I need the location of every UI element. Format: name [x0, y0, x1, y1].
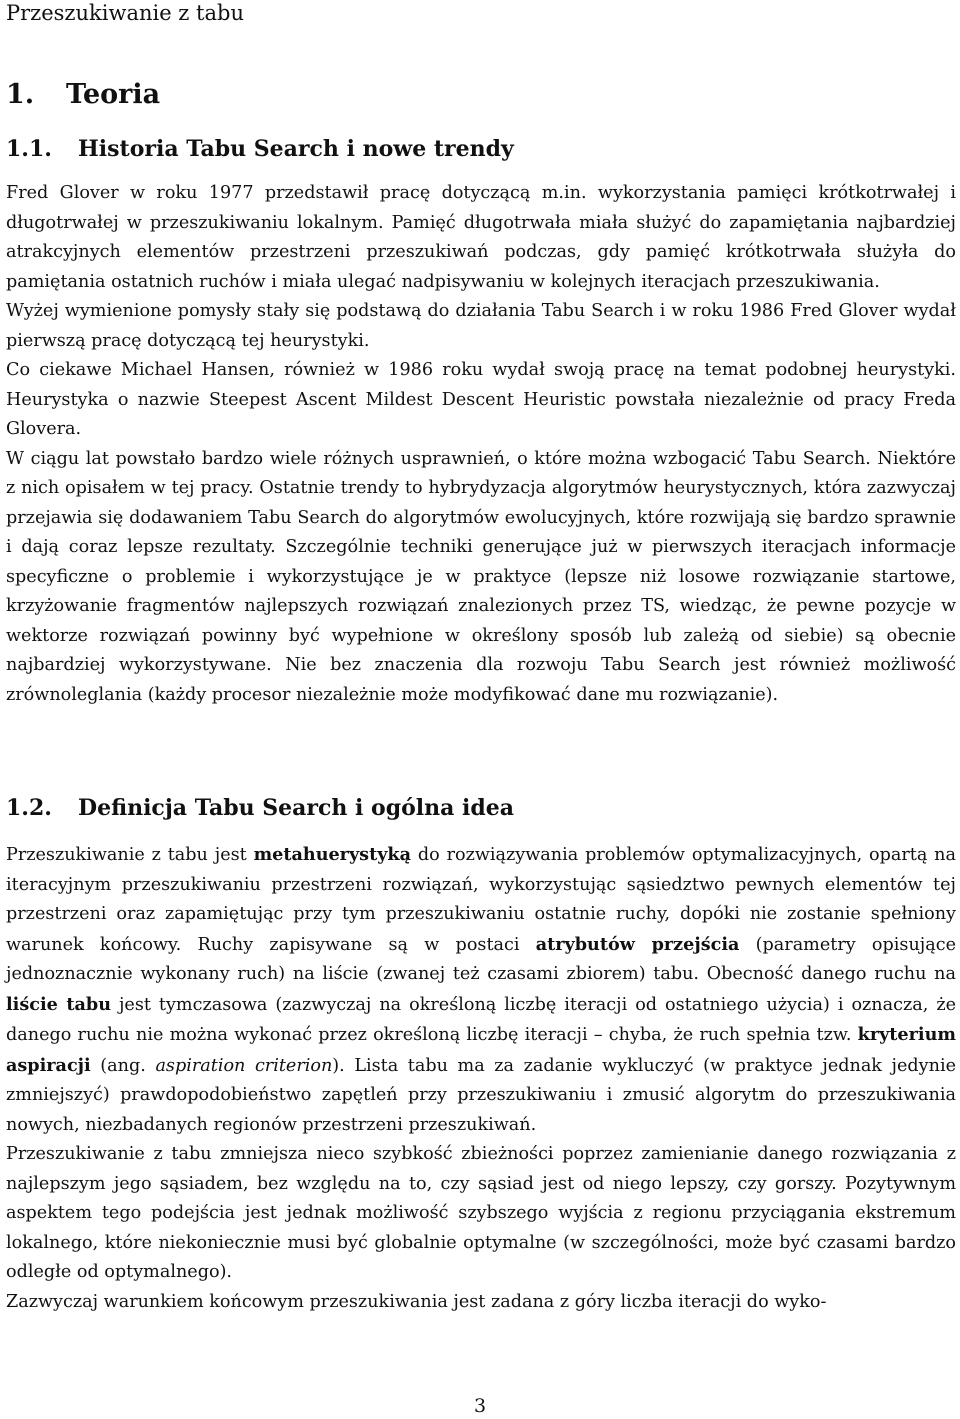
text-run: do rozwiązywania problemów optymalizacyjnych, opartą na iteracyjnym przeszukiwaniu przestrzeni rozwiązań, wykorzystując sąsiedztwo pewnych elementów tej przestrzeni oraz zapamiętując przy tym przeszukiwaniu ostatnie ruchy, dopóki nie zostanie spełniony warunek końcowy. Ruchy zapisywane są w postaci — [6, 845, 956, 955]
paragraph: Wyżej wymienione pomysły stały się podstawą do działania Tabu Search i w roku 1986 Fred Glover wydał pierwszą pracę dotyczącą tej heurystyki. — [6, 301, 956, 351]
paragraph — [6, 840, 956, 1140]
subsection-number: 1.2. — [6, 795, 52, 821]
text-run: (ang. — [90, 1055, 156, 1076]
section-number: 1. — [6, 79, 35, 110]
paragraph: Fred Glover w roku 1977 przedstawił pracę dotyczącą m.in. wykorzystania pamięci krótkotrwałej i długotrwałej w przeszukiwaniu lokalnym. Pamięć długotrwała miała służyć do zapamiętania najbardziej atrakcyjnych elementów przestrzeni przeszukiwań podczas, gdy pamięć krótkotrwała służyła do pamiętania ostatnich ruchów i miała ulegać nadpisywaniu w kolejnych iteracjach przeszukiwania. — [6, 183, 956, 292]
section-heading — [6, 78, 160, 112]
italic-term: aspiration criterion — [155, 1055, 333, 1076]
history-text — [6, 179, 956, 710]
bold-term-transition-attributes: atrybutów przejścia — [535, 933, 740, 955]
subsection-heading-history — [6, 134, 514, 164]
running-title: Przeszukiwanie z tabu — [6, 1, 244, 25]
section-title: Teoria — [66, 79, 161, 110]
subsection-number: 1.1. — [6, 136, 52, 162]
paragraph: W ciągu lat powstało bardzo wiele różnych usprawnień, o które można wzbogacić Tabu Search. Niektóre z nich opisałem w tej pracy. Ostatnie trendy to hybrydyzacja algorytmów heurystycznych, która zazwyczaj przejawia się dodawaniem Tabu Search do algorytmów ewolucyjnych, które rozwijają się bardzo sprawnie i dają coraz lepsze rezultaty. Szczególnie techniki generujące już w pierwszych iteracjach informacje specyficzne o problemie i wykorzystujące je w praktyce (lepsze niż losowe rozwiązanie startowe, krzyżowanie fragmentów najlepszych rozwiązań znalezionych przez TS, wiedząc, że pewne pozycje w wektorze rozwiązań powinny być wypełnione w określony sposób lub zależą od siebie) są obecnie najbardziej wykorzystywane. Nie bez znaczenia dla rozwoju Tabu Search jest również możliwość zrównoleglania (każdy procesor niezależnie może modyfikować dane mu rozwiązanie). — [6, 448, 956, 705]
text-run: ). Lista tabu ma za zadanie wykluczyć (w praktyce jednak jedynie zmniejszyć) prawdopodobieństwo zapętleń przy przeszukiwaniu i zmusić algorytm do przeszukiwania nowych, niezbadanych regionów przestrzeni przeszukiwań. — [6, 1055, 956, 1135]
definition-text — [6, 840, 956, 1317]
text-run: jest tymczasowa (zazwyczaj na określoną liczbę iteracji od ostatniego użycia) i oznacza, że danego ruchu nie można wykonać przez określoną liczbę iteracji – chyba, że ruch spełnia tzw. — [6, 994, 956, 1045]
paragraph: Zazwyczaj warunkiem końcowym przeszukiwania jest zadana z góry liczba iteracji do wyko- — [6, 1291, 827, 1312]
paragraph: Co ciekawe Michael Hansen, również w 1986 roku wydał swoją pracę na temat podobnej heurystyki. Heurystyka o nazwie Steepest Ascent Mildest Descent Heuristic powstała niezależnie od pracy Freda Glovera. — [6, 360, 956, 439]
text-run: Przeszukiwanie z tabu jest — [6, 845, 254, 865]
subsection-title: Definicja Tabu Search i ogólna idea — [78, 795, 515, 821]
bold-term-metaheuristic: metahuerystyką — [253, 844, 412, 865]
subsection-heading-definition — [6, 793, 514, 823]
page-number: 3 — [473, 1395, 487, 1417]
subsection-title: Historia Tabu Search i nowe trendy — [78, 136, 514, 162]
bold-term-aspiration-criterion: kryterium aspiracji — [6, 1024, 956, 1076]
text-run: (parametry opisujące jednoznacznie wykonany ruch) na liście (zwanej też czasami zbiorem) tabu. Obecność danego ruchu na — [6, 934, 956, 984]
paragraph: Przeszukiwanie z tabu zmniejsza nieco szybkość zbieżności poprzez zamienianie danego rozwiązania z najlepszym jego sąsiadem, bez względu na to, czy sąsiad jest od niego lepszy, czy gorszy. Pozytywnym aspektem tego podejścia jest jednak możliwość szybszego wyjścia z regionu przyciągania ekstremum lokalnego, które niekoniecznie musi być globalnie optymalne (w szczególności, może być czasami bardzo odległe od optymalnego). — [6, 1144, 956, 1282]
bold-term-tabu-list: liście tabu — [6, 993, 111, 1015]
